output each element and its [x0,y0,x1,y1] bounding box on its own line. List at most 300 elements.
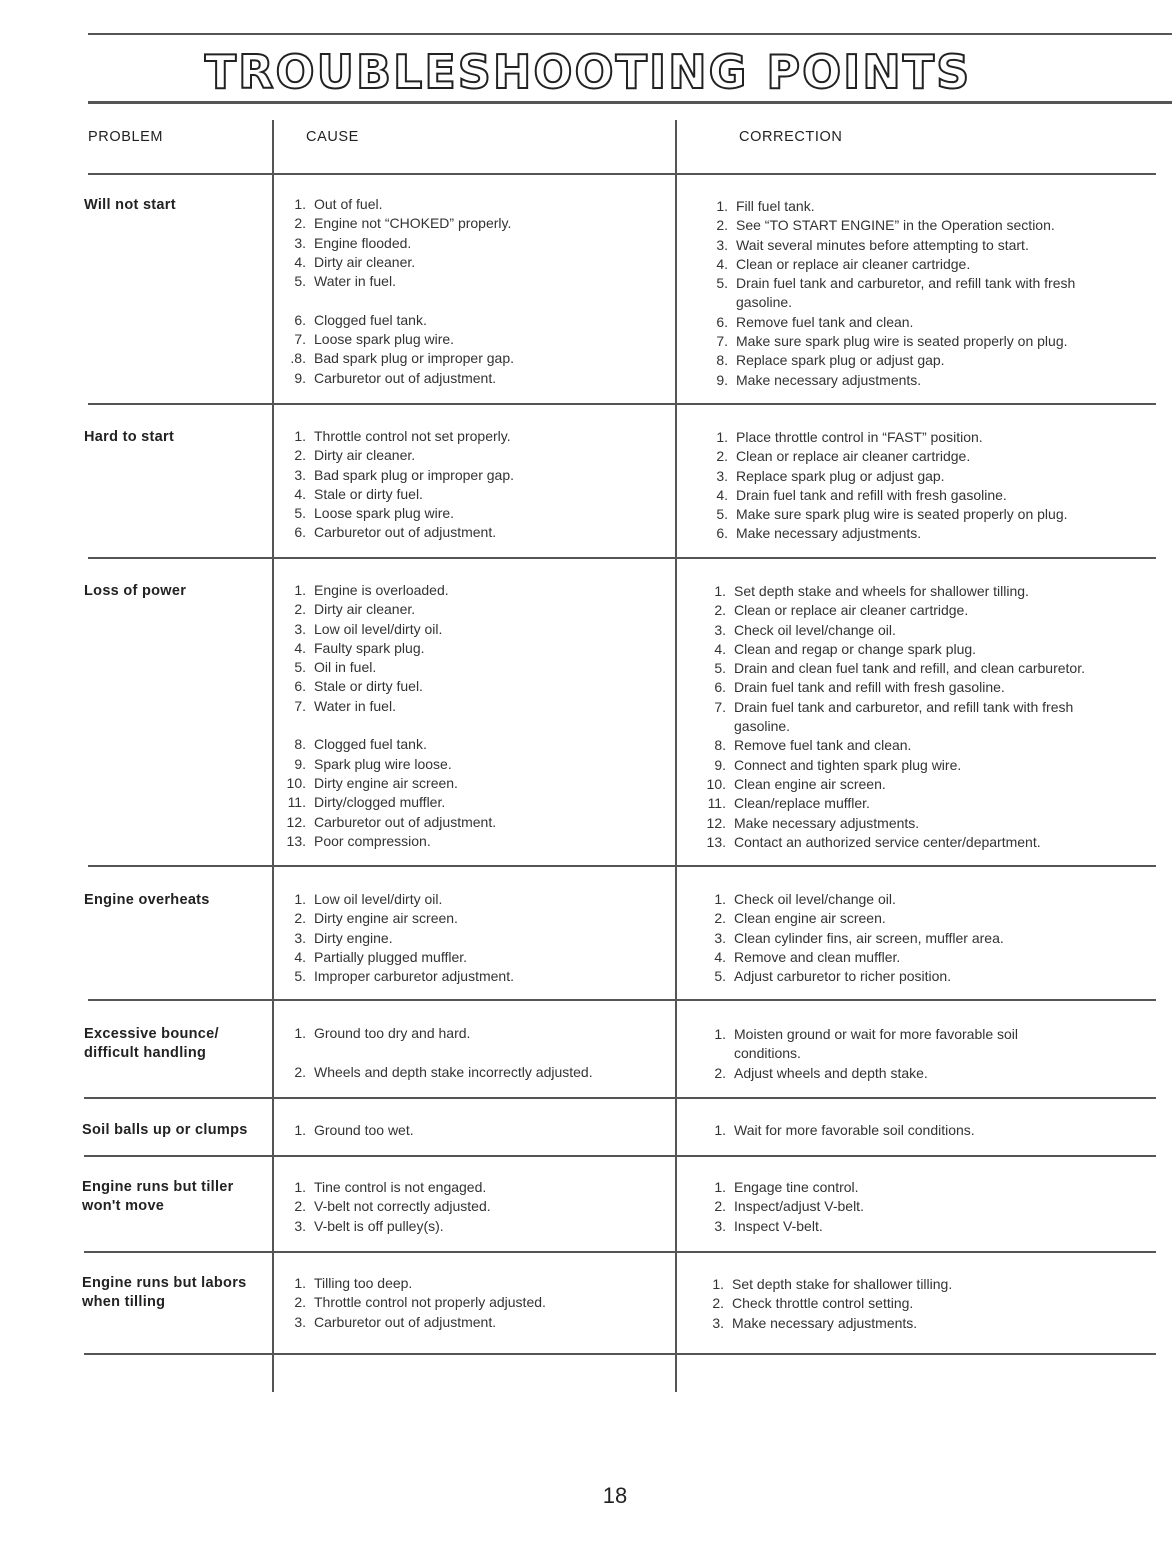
correction-list [702,1025,1148,1083]
list-item [702,1197,1148,1216]
item-number: 6. [294,524,306,541]
item-text: Stale or dirty fuel. [314,678,423,695]
list-item [704,447,1144,466]
item-number: 2. [294,1198,306,1215]
item-text: Inspect/adjust V-belt. [734,1198,864,1215]
list-item [704,255,1144,274]
column-divider-correction [675,120,677,1392]
item-number: 4. [294,948,306,965]
item-text: Dirty air cleaner. [314,601,416,618]
item-number: .8. [290,350,306,367]
page-title: TROUBLESHOOTING POINTS [204,45,972,99]
cause-list [282,1024,667,1082]
problem-excessive-bounce: Excessive bounce/ difficult handling [84,1026,219,1062]
item-text: Ground too dry and hard. [314,1025,471,1041]
item-text: Throttle control not properly adjusted. [314,1294,546,1311]
list-item [282,600,667,619]
item-number: 5. [294,273,306,290]
item-text: Poor compression. [314,832,431,849]
item-text: Dirty engine air screen. [314,910,458,927]
item-number: 6. [716,525,728,542]
top-rule [88,33,1172,35]
item-text: Clean cylinder fins, air screen, muffler area. [734,929,1004,946]
list-item [282,349,667,368]
item-number: 1. [294,196,306,212]
item-number: 1. [714,1026,726,1042]
item-number: 1. [714,891,726,907]
item-number [704,293,728,312]
list-item [282,504,667,523]
item-number [702,1044,726,1063]
item-text: Dirty engine air screen. [314,774,458,791]
item-text: Make necessary adjustments. [736,525,922,542]
header-correction: CORRECTION [739,129,843,145]
list-item [704,216,1144,235]
item-text [314,716,667,735]
list-item [704,236,1144,255]
correction-list [702,582,1148,852]
correction-list [704,197,1144,390]
item-number: 5. [716,275,728,292]
item-text: gasoline. [734,718,791,735]
item-text: Remove fuel tank and clean. [736,313,914,330]
column-divider-cause [272,120,274,1392]
item-text: Make sure spark plug wire is seated properly on plug. [736,333,1068,350]
item-text: Clogged fuel tank. [314,736,427,753]
item-text: Clean or replace air cleaner cartridge. [734,602,969,619]
item-number: 4. [714,640,726,657]
list-item [704,467,1144,486]
item-text: Replace spark plug or adjust gap. [736,467,945,484]
cause-list [282,581,667,851]
list-item [702,1217,1148,1236]
list-item [702,967,1148,986]
list-item [282,735,667,754]
item-text: Wheels and depth stake incorrectly adjusted. [314,1063,593,1080]
item-number: 8. [716,352,728,369]
item-number: 5. [714,660,726,677]
item-text [314,1043,667,1062]
list-item [282,1121,667,1140]
item-text: Clean or replace air cleaner cartridge. [736,448,971,465]
item-number: 1. [294,1025,306,1041]
item-number: 6. [294,311,306,328]
row-separator [84,1251,1156,1253]
cause-list [282,427,667,543]
item-number: 1. [714,583,726,599]
item-text: Wait for more favorable soil conditions. [734,1122,975,1138]
item-number: 5. [294,968,306,985]
item-text: Ground too wet. [314,1122,414,1138]
item-text: Clean/replace muffler. [734,795,870,812]
item-text: Clogged fuel tank. [314,311,427,328]
item-text: Wait several minutes before attempting to start. [736,236,1029,253]
item-number: 2. [714,910,726,927]
list-item [702,794,1148,813]
list-item [282,658,667,677]
cause-list [282,1274,667,1332]
item-text: V-belt not correctly adjusted. [314,1198,491,1215]
list-item [282,1197,667,1216]
list-item [282,1313,667,1332]
item-text [314,291,667,310]
list-item [702,1064,1148,1083]
item-number: 6. [714,679,726,696]
list-item [282,446,667,465]
item-number: 2. [712,1295,724,1312]
item-number: 3. [294,466,306,483]
item-text: Make necessary adjustments. [732,1314,918,1331]
item-number: 4. [716,255,728,272]
item-number: 2. [716,217,728,234]
item-number: 2. [294,447,306,464]
item-number: 8. [294,736,306,753]
item-text: Stale or dirty fuel. [314,485,423,502]
item-text: Carburetor out of adjustment. [314,369,497,386]
item-text: Drain fuel tank and refill with fresh gasoline. [736,486,1007,503]
item-number: 3. [294,1217,306,1234]
item-text: Remove and clean muffler. [734,948,901,965]
item-text: Oil in fuel. [314,659,377,676]
list-item [704,197,1144,216]
item-text: Dirty/clogged muffler. [314,794,446,811]
item-text: Replace spark plug or adjust gap. [736,352,945,369]
item-text: Contact an authorized service center/department. [734,833,1041,850]
item-number: 1. [716,198,728,214]
list-item [704,274,1144,293]
item-text: Clean engine air screen. [734,910,886,927]
correction-list [704,428,1144,544]
item-number: 5. [294,505,306,522]
list-item [700,1294,1146,1313]
problem-tiller-wont-move: Engine runs but tiller won't move [82,1179,234,1215]
item-text: Make sure spark plug wire is seated properly on plug. [736,506,1068,523]
item-text: Check oil level/change oil. [734,621,896,638]
list-item [282,1293,667,1312]
list-item [702,717,1148,736]
list-item [702,698,1148,717]
list-item [704,332,1144,351]
item-number: 4. [294,253,306,270]
list-item [704,293,1144,312]
correction-list [702,890,1148,986]
item-text: Drain fuel tank and refill with fresh gasoline. [734,679,1005,696]
item-number: 7. [714,698,726,715]
item-number: 1. [294,428,306,444]
list-item [702,678,1148,697]
list-item [702,1121,1148,1140]
item-text: Water in fuel. [314,273,396,290]
item-text: Tilling too deep. [314,1275,413,1291]
item-number [282,1043,306,1062]
header-cause: CAUSE [306,129,359,145]
item-number: 7. [716,333,728,350]
list-item [282,214,667,233]
list-item [282,466,667,485]
header-problem: PROBLEM [88,129,164,145]
item-text: Clean and regap or change spark plug. [734,640,977,657]
item-number: 2. [714,1064,726,1081]
item-number: 4. [294,639,306,656]
item-text: Connect and tighten spark plug wire. [734,756,962,773]
list-item [702,756,1148,775]
list-item [702,1025,1148,1044]
list-item [702,659,1148,678]
list-item [704,428,1144,447]
item-text: Remove fuel tank and clean. [734,737,912,754]
item-number: 9. [294,369,306,386]
item-text: Low oil level/dirty oil. [314,891,443,907]
item-text: Drain fuel tank and carburetor, and refill tank with fresh [734,698,1074,715]
item-number: 3. [712,1314,724,1331]
item-text: Clean or replace air cleaner cartridge. [736,255,971,272]
item-number: 2. [294,910,306,927]
cause-list [282,1178,667,1236]
correction-list [702,1121,1148,1140]
item-number: 3. [716,236,728,253]
item-number: 1. [714,1122,726,1138]
item-number: 9. [716,371,728,388]
item-number: 1. [294,1122,306,1138]
item-number: 3. [294,1313,306,1330]
item-text: conditions. [734,1045,801,1062]
item-number: 2. [294,601,306,618]
item-number: 2. [294,1294,306,1311]
list-item [704,371,1144,390]
item-number: 4. [716,486,728,503]
list-item [282,272,667,291]
list-item [282,697,667,716]
item-text: See “TO START ENGINE” in the Operation section. [736,217,1055,234]
item-text: Faulty spark plug. [314,639,425,656]
item-number: 3. [716,467,728,484]
item-text: Engine is overloaded. [314,582,449,598]
list-item [282,1274,667,1293]
item-number: 5. [716,506,728,523]
item-number: 11. [707,795,726,812]
item-text: Low oil level/dirty oil. [314,620,443,637]
item-text: Partially plugged muffler. [314,948,468,965]
item-number: 10. [706,775,726,792]
item-number: 10. [286,774,306,791]
list-item [282,774,667,793]
item-number: 9. [294,755,306,772]
cause-list [282,1121,667,1140]
item-number: 4. [714,948,726,965]
item-text: Spark plug wire loose. [314,755,452,772]
list-item [702,640,1148,659]
item-number [282,716,306,735]
list-item [702,814,1148,833]
list-item [702,582,1148,601]
list-item [282,755,667,774]
item-number: 3. [294,234,306,251]
row-separator [88,403,1156,405]
item-number: 3. [714,621,726,638]
list-item [282,523,667,542]
item-text: Out of fuel. [314,196,383,212]
item-number: 1. [716,429,728,445]
cause-list [282,195,667,388]
list-item [282,195,667,214]
list-item [282,813,667,832]
item-text: Clean engine air screen. [734,775,886,792]
item-text: Make necessary adjustments. [736,371,922,388]
item-text: Throttle control not set properly. [314,428,511,444]
list-item [282,581,667,600]
list-item [704,524,1144,543]
cause-list [282,890,667,986]
item-text: V-belt is off pulley(s). [314,1217,444,1234]
problem-will-not-start: Will not start [84,197,176,213]
list-item [282,890,667,909]
item-text: Drain and clean fuel tank and refill, and clean carburetor. [734,660,1085,677]
list-item [282,330,667,349]
item-number: 2. [714,602,726,619]
item-number: 1. [294,891,306,907]
item-number: 3. [714,1217,726,1234]
list-item [282,253,667,272]
row-separator [88,865,1156,867]
item-text: Loose spark plug wire. [314,331,455,348]
list-item [282,620,667,639]
item-number: 5. [294,659,306,676]
list-item [702,890,1148,909]
item-number [702,717,726,736]
list-item [282,485,667,504]
title-underline [88,101,1172,104]
item-text: Bad spark plug or improper gap. [314,466,514,483]
list-item [702,948,1148,967]
problem-hard-to-start: Hard to start [84,429,175,445]
list-item [702,833,1148,852]
problem-soil-balls-up: Soil balls up or clumps [82,1122,248,1138]
list-item [282,909,667,928]
item-number: 4. [294,485,306,502]
list-item [704,486,1144,505]
item-text: Drain fuel tank and carburetor, and refill tank with fresh [736,275,1076,292]
item-text: gasoline. [736,294,793,311]
item-text: Carburetor out of adjustment. [314,813,497,830]
item-number: 6. [716,313,728,330]
item-number: 2. [294,1063,306,1080]
item-text: Check throttle control setting. [732,1295,914,1312]
item-text: Dirty engine. [314,929,393,946]
item-number: 3. [294,929,306,946]
item-number: 2. [294,215,306,232]
item-number: 3. [714,929,726,946]
item-number: 3. [294,620,306,637]
list-item [702,1178,1148,1197]
item-text: Bad spark plug or improper gap. [314,350,514,367]
list-item [702,621,1148,640]
item-text: Tine control is not engaged. [314,1179,487,1195]
item-text: Adjust carburetor to richer position. [734,968,952,985]
list-item [282,427,667,446]
problem-engine-overheats: Engine overheats [84,892,210,908]
list-item [282,793,667,812]
page-number: 18 [602,1483,628,1508]
item-text: Engine flooded. [314,234,412,251]
item-text: Engage tine control. [734,1179,859,1195]
item-text: Inspect V-belt. [734,1217,823,1234]
item-number: 6. [294,678,306,695]
item-number: 5. [714,968,726,985]
row-separator [88,557,1156,559]
item-text: Carburetor out of adjustment. [314,1313,497,1330]
correction-list [702,1178,1148,1236]
list-item [282,639,667,658]
row-separator [88,999,1156,1001]
list-item [702,775,1148,794]
list-item [282,1024,667,1043]
item-text: Water in fuel. [314,697,396,714]
item-number: 13. [706,833,726,850]
problem-engine-labors: Engine runs but labors when tilling [82,1275,247,1311]
item-number: 1. [294,582,306,598]
list-item [702,601,1148,620]
list-item [282,677,667,696]
item-text: Check oil level/change oil. [734,891,896,907]
item-number: 1. [294,1275,306,1291]
item-number [282,291,306,310]
item-text: Improper carburetor adjustment. [314,968,514,985]
item-number: 9. [714,756,726,773]
item-text: Moisten ground or wait for more favorable soil [734,1026,1019,1042]
item-text: Adjust wheels and depth stake. [734,1064,928,1081]
item-text: Dirty air cleaner. [314,447,416,464]
list-item [282,291,667,310]
item-text: Dirty air cleaner. [314,253,416,270]
item-text: Set depth stake for shallower tilling. [732,1276,953,1292]
list-item [704,313,1144,332]
item-number: 2. [714,1198,726,1215]
item-number: 13. [286,832,306,849]
item-number: 1. [294,1179,306,1195]
list-item [282,311,667,330]
item-text: Engine not “CHOKED” properly. [314,215,512,232]
list-item [282,716,667,735]
row-separator [84,1353,1156,1355]
row-separator [84,1097,1156,1099]
list-item [702,929,1148,948]
correction-list [700,1275,1146,1333]
list-item [282,929,667,948]
item-number: 12. [286,813,306,830]
item-number: 12. [706,814,726,831]
list-item [702,736,1148,755]
list-item [282,369,667,388]
list-item [702,909,1148,928]
problem-loss-of-power: Loss of power [84,583,187,599]
list-item [700,1275,1146,1294]
list-item [282,1178,667,1197]
list-item [282,967,667,986]
list-item [282,832,667,851]
item-text: Set depth stake and wheels for shallower tilling. [734,583,1029,599]
list-item [282,1063,667,1082]
item-text: Carburetor out of adjustment. [314,524,497,541]
list-item [282,234,667,253]
item-text: Place throttle control in “FAST” position. [736,429,983,445]
list-item [282,948,667,967]
item-number: 8. [714,737,726,754]
list-item [704,351,1144,370]
item-number: 7. [294,331,306,348]
item-text: Make necessary adjustments. [734,814,920,831]
list-item [282,1043,667,1062]
row-separator [88,173,1156,175]
